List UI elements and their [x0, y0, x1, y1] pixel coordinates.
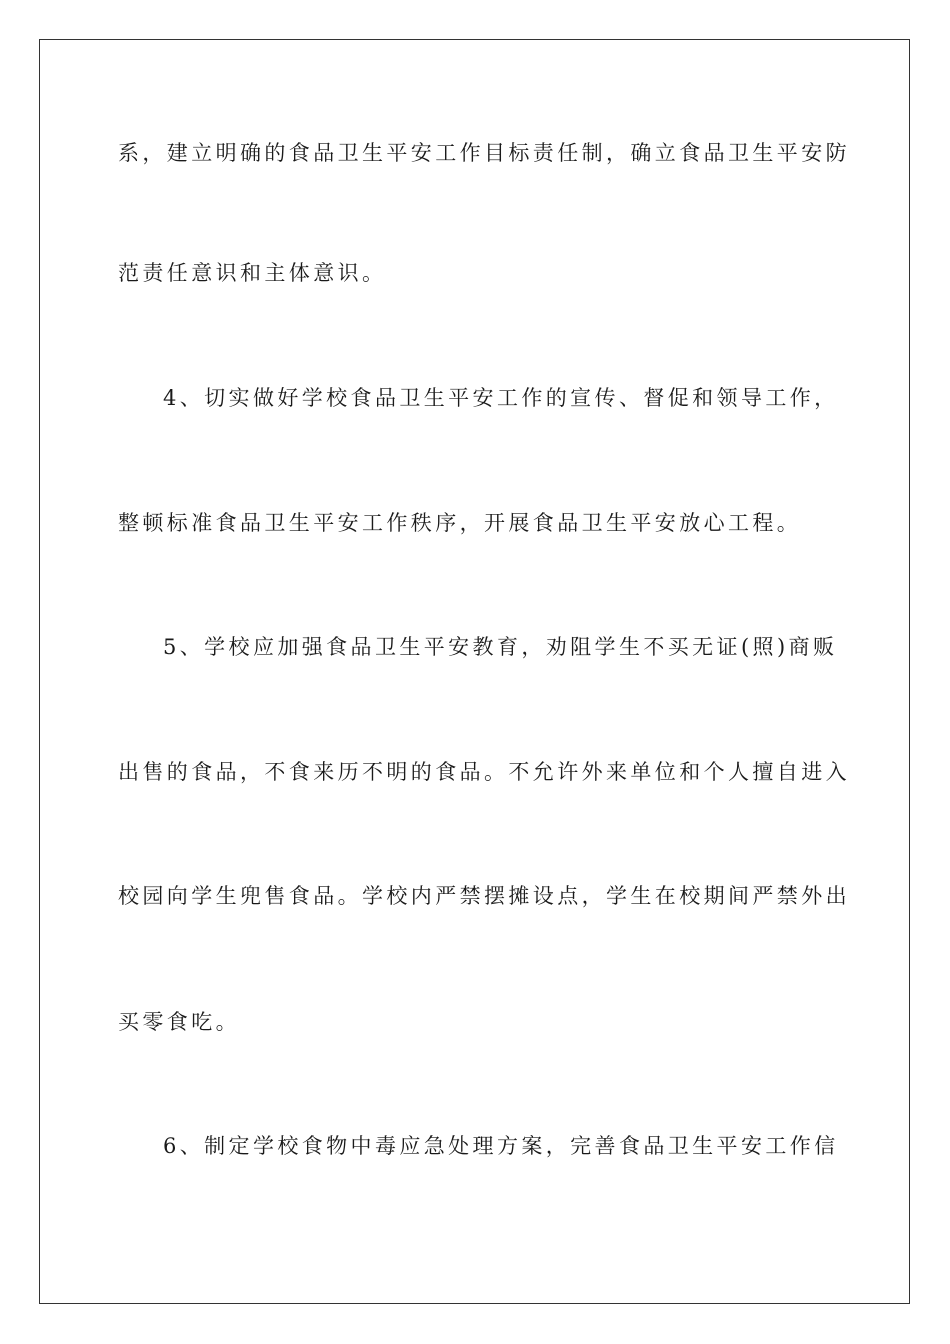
text-line-3: 4、切实做好学校食品卫生平安工作的宣传、督促和领导工作， [163, 386, 839, 410]
text-line-5: 5、学校应加强食品卫生平安教育，劝阻学生不买无证(照)商贩 [163, 635, 838, 659]
text-line-9: 6、制定学校食物中毒应急处理方案，完善食品卫生平安工作信 [163, 1134, 839, 1158]
page-frame [39, 39, 910, 1304]
text-line-2: 范责任意识和主体意识。 [118, 261, 387, 285]
text-line-6: 出售的食品，不食来历不明的食品。不允许外来单位和个人擅自进入 [118, 760, 850, 784]
text-line-8: 买零食吃。 [118, 1010, 240, 1034]
text-line-7: 校园向学生兜售食品。学校内严禁摆摊设点，学生在校期间严禁外出 [118, 884, 850, 908]
text-line-4: 整顿标准食品卫生平安工作秩序，开展食品卫生平安放心工程。 [118, 511, 802, 535]
text-line-1: 系，建立明确的食品卫生平安工作目标责任制，确立食品卫生平安防 [118, 141, 850, 165]
